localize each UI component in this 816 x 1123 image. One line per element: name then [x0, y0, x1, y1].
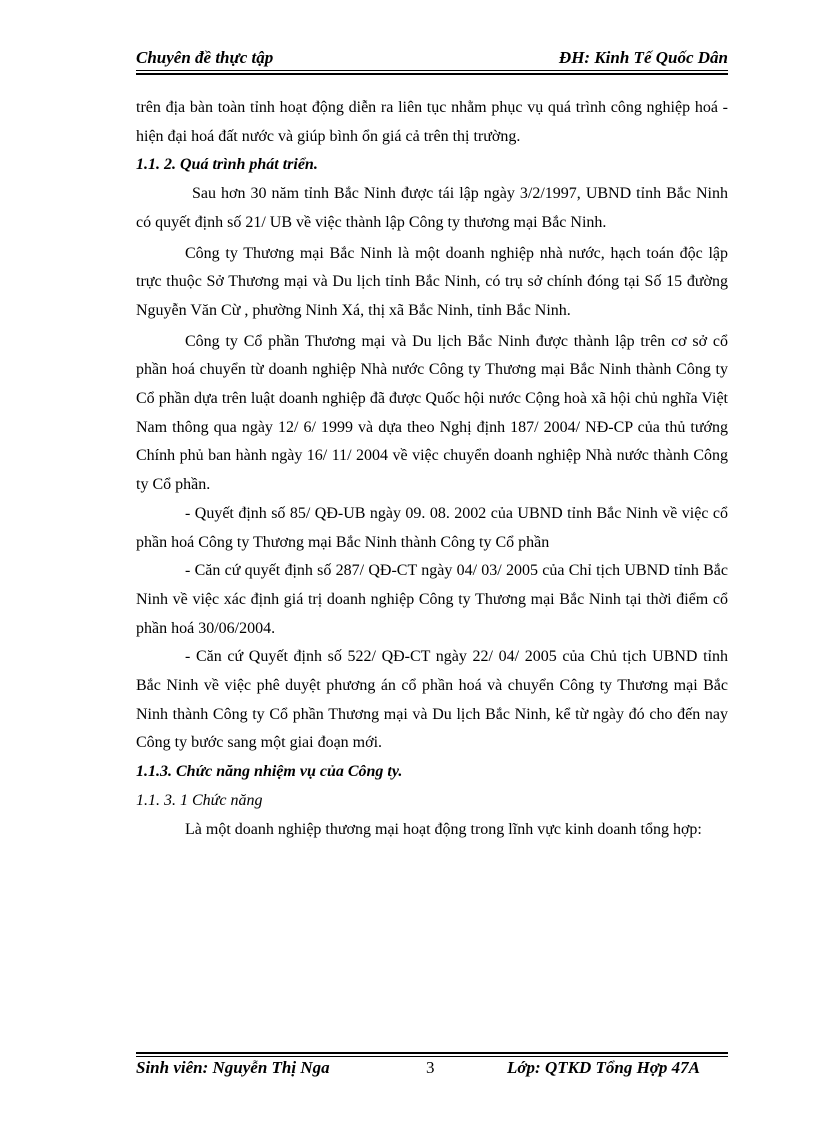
footer-rule-thick [136, 1052, 728, 1054]
paragraph: Là một doanh nghiệp thương mại hoạt động trong lĩnh vực kinh doanh tổng hợp: [185, 820, 702, 838]
page-number: 3 [426, 1058, 435, 1077]
list-item: - Quyết định số 85/ QĐ-UB ngày 09. 08. 2002 của UBND tỉnh Bắc Ninh về việc cổ phần hoá Công ty Thương mại Bắc Ninh thành Công ty Cổ phần [136, 504, 728, 551]
paragraph: Công ty Cổ phần Thương mại và Du lịch Bắc Ninh được thành lập trên cơ sở cổ phần hoá chuyển từ doanh nghiệp Nhà nước Công ty Thương mại Bắc Ninh thành Công ty Cổ phần dựa trên luật doanh nghiệp đã được Quốc hội nước Cộng hoà xã hội chủ nghĩa Việt Nam thông qua ngày 12/ 6/ 1999 và dựa theo Nghị định 187/ 2004/ NĐ-CP của thủ tướng Chính phủ ban hành ngày 16/ 11/ 2004 về việc chuyển doanh nghiệp Nhà nước thành Công ty Cổ phần. [136, 332, 728, 494]
section-heading: 1.1.3. Chức năng nhiệm vụ của Công ty. [136, 763, 403, 781]
page-header [136, 46, 728, 70]
list-item: - Căn cứ Quyết định số 522/ QĐ-CT ngày 22/ 04/ 2005 của Chủ tịch UBND tỉnh Bắc Ninh về việc phê duyệt phương án cổ phần hoá và chuyển Công ty Thương mại Bắc Ninh thành Công ty Cổ phần Thương mại và Du lịch Bắc Ninh, kể từ ngày đó cho đến nay Công ty bước sang một giai đoạn mới. [136, 648, 728, 752]
section-heading: 1.1. 2. Quá trình phát triển. [136, 156, 318, 174]
paragraph: Công ty Thương mại Bắc Ninh là một doanh nghiệp nhà nước, hạch toán độc lập trực thuộc Sở Thương mại và Du lịch tỉnh Bắc Ninh, có trụ sở chính đóng tại Số 15 đường Nguyễn Văn Cừ , phường Ninh Xá, thị xã Bắc Ninh, tỉnh Bắc Ninh. [136, 244, 728, 319]
header-left-title: Chuyên đề thực tập [136, 48, 274, 67]
footer-rule [136, 1056, 728, 1057]
subsection-heading: 1.1. 3. 1 Chức năng [136, 791, 263, 809]
paragraph: Sau hơn 30 năm tỉnh Bắc Ninh được tái lập ngày 3/2/1997, UBND tỉnh Bắc Ninh có quyết định số 21/ UB về việc thành lập Công ty thương mại Bắc Ninh. [136, 185, 728, 231]
page-footer [136, 1058, 728, 1084]
list-item: - Căn cứ quyết định số 287/ QĐ-CT ngày 04/ 03/ 2005 của Chỉ tịch UBND tỉnh Bắc Ninh về việc xác định giá trị doanh nghiệp Công ty Thương mại Bắc Ninh tại thời điểm cổ phần hoá 30/06/2004. [136, 562, 728, 637]
footer-class: Lớp: QTKD Tổng Hợp 47A [507, 1058, 700, 1077]
document-body [136, 94, 728, 844]
footer-student: Sinh viên: Nguyễn Thị Nga [136, 1058, 330, 1077]
header-rule [136, 70, 728, 71]
paragraph: trên địa bàn toàn tỉnh hoạt động diễn ra liên tục nhằm phục vụ quá trình công nghiệp hoá - hiện đại hoá đất nước và giúp bình ổn giá cả trên thị trường. [136, 99, 728, 145]
header-rule-thick [136, 73, 728, 75]
header-right-title: ĐH: Kinh Tế Quốc Dân [558, 48, 728, 67]
